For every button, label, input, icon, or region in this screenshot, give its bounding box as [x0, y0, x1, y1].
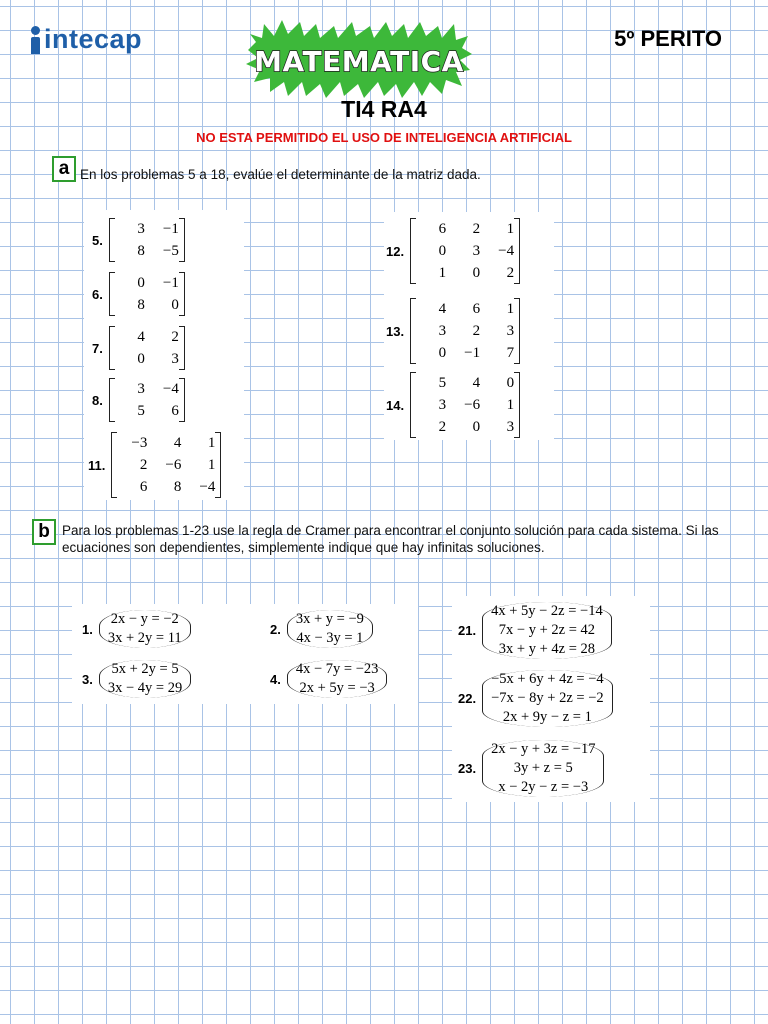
equation: −5x + 6y + 4z = −4	[491, 671, 604, 687]
matrix-cell: −1	[162, 221, 179, 237]
equation: 4x + 5y − 2z = −14	[491, 603, 603, 619]
logo-i-mark-icon	[30, 26, 42, 54]
system-brace	[482, 602, 612, 659]
equation: 2x − y = −2	[110, 611, 179, 627]
problem-number: 8.	[92, 392, 103, 408]
matrix-cell: −6	[464, 397, 481, 413]
equation: 3x + y = −9	[295, 611, 364, 627]
matrix-cell: 1	[506, 397, 515, 413]
problem-number: 13.	[386, 323, 405, 339]
matrix-cell: 2	[171, 329, 179, 345]
matrix-cell: −1	[464, 345, 481, 361]
matrix-problem	[92, 272, 185, 316]
matrix-cell: 0	[137, 351, 145, 367]
matrix	[109, 378, 185, 422]
matrix-cell: 1	[506, 221, 515, 237]
matematica-banner	[244, 14, 474, 102]
grade-label: 5º PERITO	[614, 26, 722, 51]
equation-system	[270, 660, 387, 698]
matrix-cell: 2	[472, 221, 481, 237]
matrix-cell: 5	[438, 375, 447, 391]
ai-warning: NO ESTA PERMITIDO EL USO DE INTELIGENCIA ARTIFICIAL	[196, 130, 572, 145]
matrix-cell: 3	[438, 323, 447, 339]
matrix-cell: 2	[472, 323, 481, 339]
matrix-cell: 7	[506, 345, 515, 361]
matrix-problem	[92, 218, 185, 262]
system-brace	[287, 660, 388, 698]
problem-number: 3.	[82, 671, 93, 687]
problem-number: 21.	[458, 623, 477, 638]
matrix	[109, 218, 185, 262]
equation: 2x + 9y − z = 1	[502, 709, 592, 725]
matrix-cell: 0	[137, 275, 145, 291]
matrix-problem	[88, 432, 221, 498]
matrix-problem	[386, 298, 520, 364]
equation-system	[458, 602, 612, 659]
problem-number: 1.	[82, 621, 93, 637]
matrix-cell: 0	[438, 243, 447, 259]
matrix-cell: 2	[438, 419, 447, 435]
matrix-cell: 4	[438, 301, 447, 317]
matrix-cell: −5	[162, 243, 179, 259]
matrix-cell: −6	[165, 457, 182, 473]
matrix-cell: 3	[171, 351, 179, 367]
equation: 4x − 7y = −23	[295, 661, 379, 677]
matrix-cell: 2	[139, 457, 148, 473]
equation: 2x + 5y = −3	[299, 680, 375, 696]
intecap-logo	[30, 24, 142, 55]
matrix-cell: 0	[506, 375, 515, 391]
matrix	[410, 298, 520, 364]
logo-text: intecap	[44, 24, 143, 54]
problem-number: 11.	[88, 457, 106, 473]
matrix-cell: 1	[207, 435, 216, 451]
matrix	[410, 372, 520, 438]
equation: 2x − y + 3z = −17	[491, 741, 596, 757]
equation-system	[270, 610, 373, 648]
matrix-cell: 0	[438, 345, 447, 361]
matrix-cell: 6	[472, 301, 481, 317]
matrix-cell: 4	[472, 375, 481, 391]
matrix-problem	[92, 378, 185, 422]
problem-number: 4.	[270, 671, 281, 687]
problem-number: 22.	[458, 691, 477, 706]
matrix-cell: −4	[498, 243, 515, 259]
equation: −7x − 8y + 2z = −2	[491, 690, 604, 706]
matrix-cell: 0	[472, 265, 481, 281]
matrix	[109, 326, 185, 370]
matrix	[111, 432, 221, 498]
matrix-cell: 0	[171, 297, 179, 313]
matrix-cell: 6	[139, 479, 148, 495]
section-b-instruction: Para los problemas 1-23 use la regla de Cramer para encontrar el conjunto solución para cada sistema. Si las ecuaciones son dependientes, simplemente indique que hay infinitas soluciones.	[62, 523, 719, 555]
matrix-cell: 8	[137, 297, 145, 313]
matrix-cell: 3	[472, 243, 481, 259]
section-a-badge: a	[52, 156, 76, 182]
section-b-badge: b	[32, 519, 56, 545]
matrix-cell: 3	[506, 419, 515, 435]
matrix-cell: 3	[506, 323, 515, 339]
problem-number: 5.	[92, 232, 103, 248]
matrix-cell: −3	[131, 435, 148, 451]
matrix-cell: 8	[137, 243, 145, 259]
matrix-cell: 6	[438, 221, 447, 237]
equation: 3x + 2y = 11	[107, 630, 182, 646]
matrix-cell: 1	[438, 265, 447, 281]
equation: 7x − y + 2z = 42	[498, 622, 596, 638]
matrix-cell: 3	[137, 221, 145, 237]
matrix-cell: 1	[506, 301, 515, 317]
matrix-cell: −1	[162, 275, 179, 291]
system-brace	[99, 660, 191, 698]
equation: 3x − 4y = 29	[107, 680, 183, 696]
equation: 5x + 2y = 5	[111, 661, 179, 677]
matrix-cell: −4	[162, 381, 179, 397]
problem-number: 23.	[458, 761, 477, 776]
equation-system	[458, 670, 613, 727]
matrix	[109, 272, 185, 316]
matrix-cell: 0	[472, 419, 481, 435]
page-subtitle: TI4 RA4	[341, 96, 427, 122]
problem-number: 7.	[92, 340, 103, 356]
matrix-cell: 4	[137, 329, 145, 345]
matrix-cell: 2	[506, 265, 515, 281]
matrix-cell: 3	[137, 381, 145, 397]
matrix-problem	[386, 372, 520, 438]
system-brace	[287, 610, 373, 648]
equation: 3x + y + 4z = 28	[498, 641, 596, 657]
equation: 4x − 3y = 1	[296, 630, 364, 646]
banner-title: MATEMATICA	[254, 45, 464, 78]
matrix-cell: 1	[207, 457, 216, 473]
problem-number: 6.	[92, 286, 103, 302]
section-a-instruction: En los problemas 5 a 18, evalúe el determinante de la matriz dada.	[80, 167, 481, 182]
equation-system	[82, 660, 191, 698]
matrix-cell: 6	[171, 403, 179, 419]
problem-number: 2.	[270, 621, 281, 637]
system-brace	[482, 670, 613, 727]
matrix	[410, 218, 520, 284]
system-brace	[99, 610, 191, 648]
matrix-cell: 5	[137, 403, 145, 419]
system-brace	[482, 740, 604, 797]
matrix-problem	[92, 326, 185, 370]
matrix-problem	[386, 218, 520, 284]
equation-system	[458, 740, 604, 797]
matrix-cell: 8	[173, 479, 182, 495]
equation: 3y + z = 5	[513, 760, 573, 776]
equation: x − 2y − z = −3	[498, 779, 589, 795]
problem-number: 12.	[386, 243, 405, 259]
equation-system	[82, 610, 191, 648]
matrix-cell: 3	[438, 397, 447, 413]
matrix-cell: 4	[173, 435, 182, 451]
problem-number: 14.	[386, 397, 405, 413]
matrix-cell: −4	[199, 479, 216, 495]
